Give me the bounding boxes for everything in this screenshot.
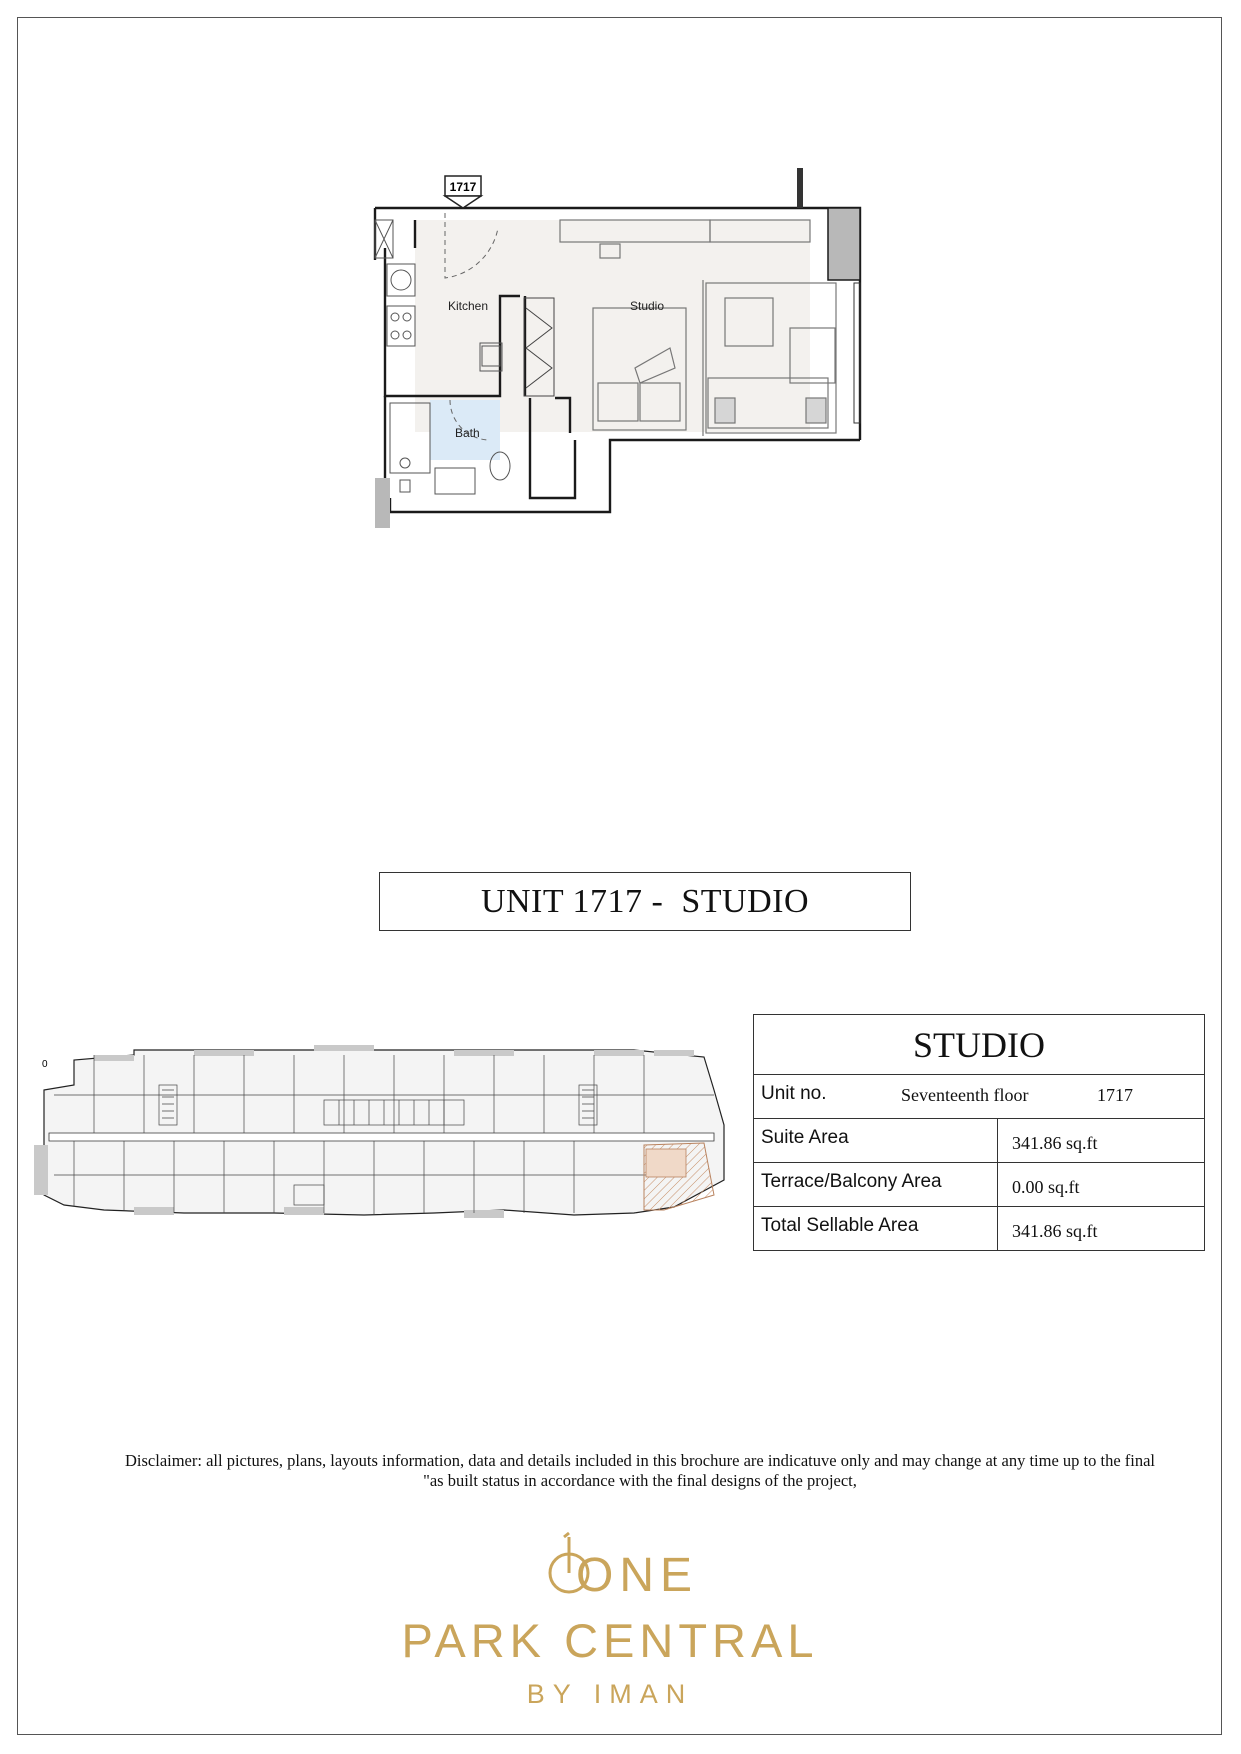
floor-value: Seventeenth floor (901, 1085, 1029, 1105)
area-table (753, 1014, 1205, 1251)
total-area-label: Total Sellable Area (761, 1215, 919, 1236)
balcony-area-value: 0.00 sq.ft (1012, 1177, 1080, 1197)
unit-number-label: Unit no. (761, 1083, 827, 1104)
brand-logo (380, 1525, 840, 1715)
unit-title: UNIT 1717 - STUDIO (379, 872, 911, 931)
table-row (754, 1207, 1204, 1250)
unit-number-value: 1717 (1097, 1085, 1133, 1105)
disclaimer-line-2: "as built status in accordance with the final designs of the project, (423, 1471, 857, 1490)
logo-line-1: ONE (576, 1549, 699, 1602)
balcony-area-label: Terrace/Balcony Area (761, 1171, 942, 1192)
disclaimer-line-1: Disclaimer: all pictures, plans, layouts information, data and details included in this brochure are indicatuve only and may change at any time up to the final (124, 1451, 1156, 1470)
unit-number-row (754, 1075, 1204, 1119)
table-row (754, 1119, 1204, 1163)
suite-area-label: Suite Area (761, 1127, 849, 1148)
disclaimer (60, 1451, 1220, 1491)
room-label-bath: Bath (455, 426, 480, 440)
unit-floor-plan (370, 168, 870, 528)
table-row (754, 1163, 1204, 1207)
total-area-value: 341.86 sq.ft (1012, 1221, 1098, 1241)
logo-line-2: PARK CENTRAL (401, 1614, 819, 1667)
unit-tag: 1717 (449, 180, 477, 194)
suite-area-value: 341.86 sq.ft (1012, 1133, 1098, 1153)
svg-text:0: 0 (42, 1059, 48, 1070)
key-floor-plan (34, 1045, 730, 1225)
logo-line-3: BY IMAN (526, 1679, 694, 1709)
area-table-heading: STUDIO (754, 1015, 1204, 1075)
room-label-studio: Studio (630, 299, 665, 313)
room-label-kitchen: Kitchen (448, 299, 489, 313)
